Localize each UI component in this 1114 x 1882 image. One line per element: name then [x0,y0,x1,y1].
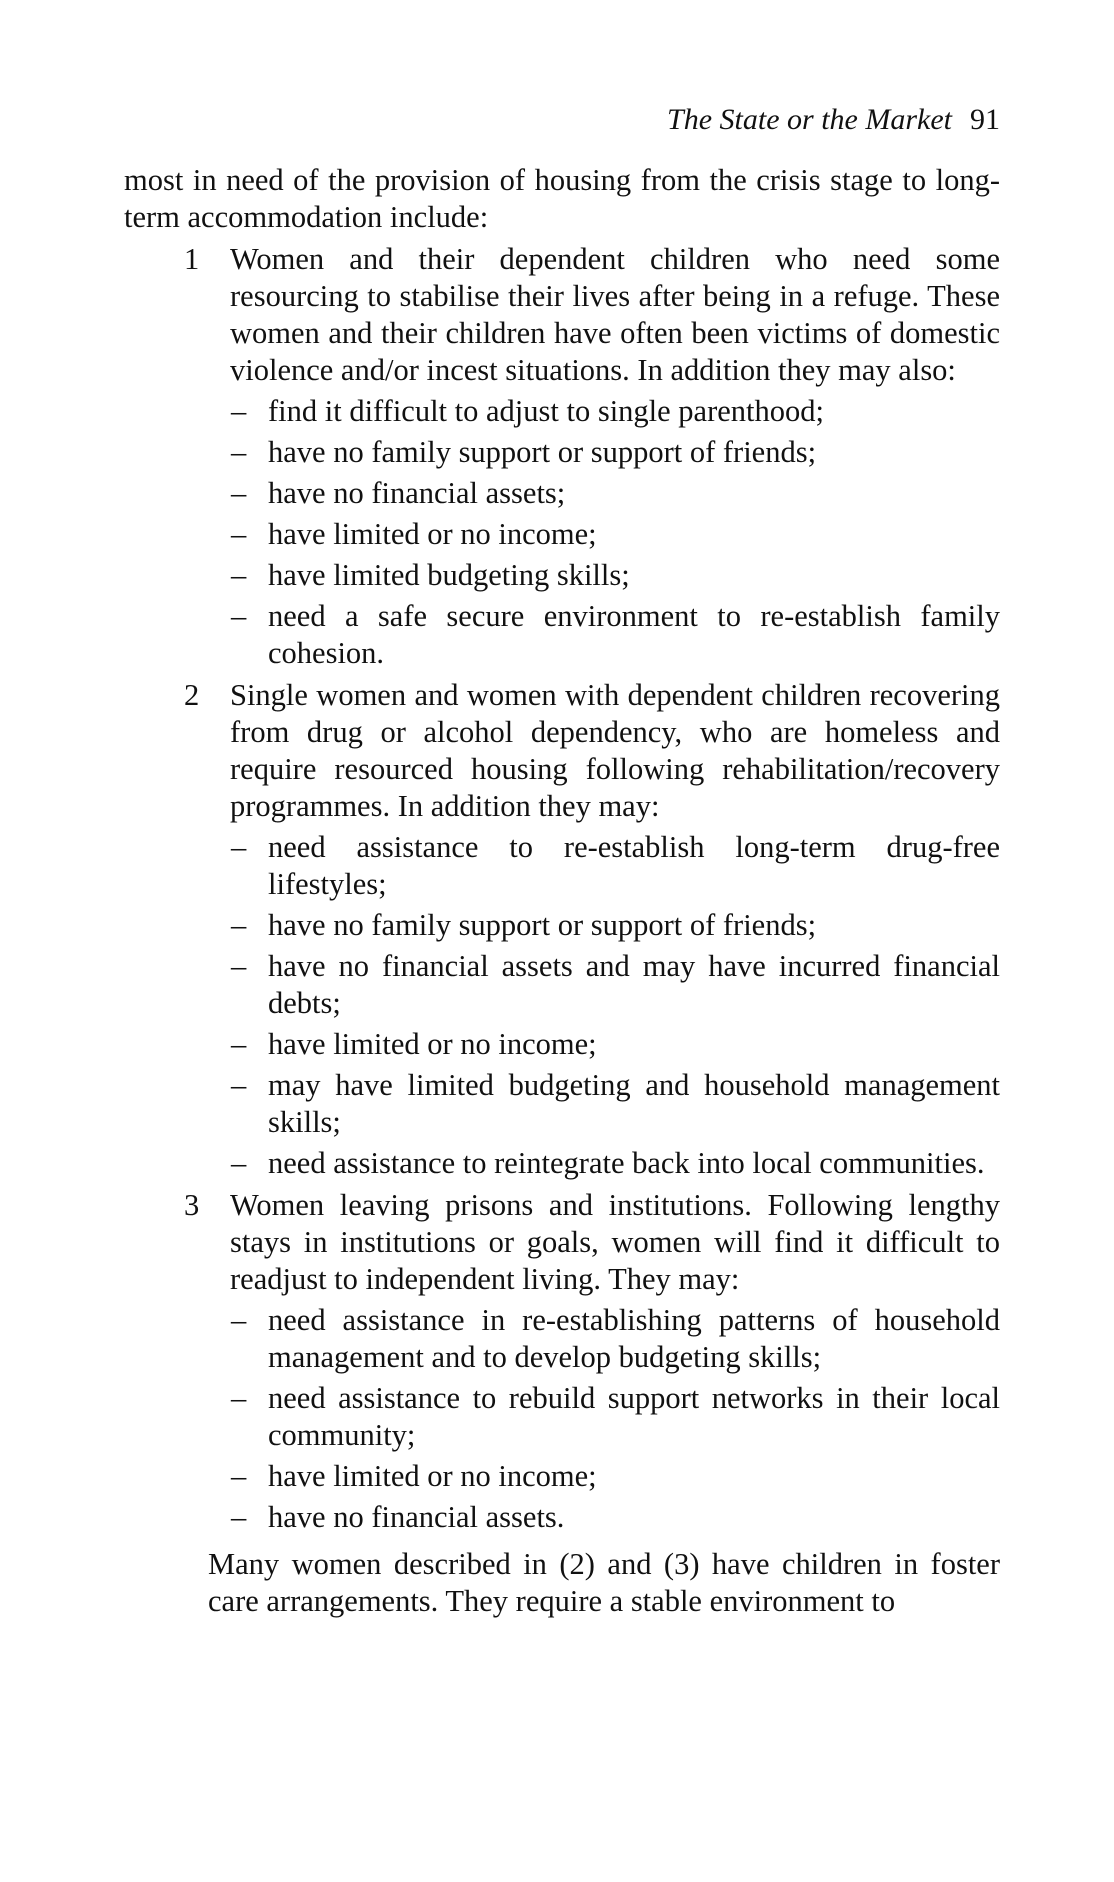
dash-marker: – [231,908,247,942]
item-number: 1 [184,242,200,276]
list-item-text: have limited or no income; [268,1027,597,1061]
list-item-text: need assistance to re-establish long-term drug-free lifestyles; [268,830,1000,901]
list-item-text: have limited or no income; [268,1459,597,1493]
dash-marker: – [231,830,247,864]
list-item [231,1302,1000,1376]
list-item [231,907,1000,944]
closing-paragraph: Many women described in (2) and (3) have children in foster care arrangements. They require a stable environment to [208,1547,1000,1618]
body-text [124,162,1000,1620]
numbered-item [184,1187,1000,1536]
dash-marker: – [231,1027,247,1061]
list-item-text: need assistance in re-establishing patterns of household management and to develop budgeting skills; [268,1303,1000,1374]
intro-paragraph: most in need of the provision of housing from the crisis stage to long-term accommodation include: [124,163,1000,234]
dash-marker: – [231,1146,247,1180]
dash-marker: – [231,599,247,633]
dash-marker: – [231,435,247,469]
list-item [231,1458,1000,1495]
list-item [231,434,1000,471]
list-item [231,393,1000,430]
dash-marker: – [231,1459,247,1493]
list-item-text: need assistance to rebuild support networks in their local community; [268,1381,1000,1452]
item-text: Single women and women with dependent children recovering from drug or alcohol dependency, who are homeless and require resourced housing following rehabilitation/recovery programmes. In addition they may: [230,678,1000,823]
list-item [231,557,1000,594]
list-item [231,1145,1000,1182]
sub-list [230,393,1000,672]
list-item-text: have no financial assets. [268,1500,565,1534]
dash-marker: – [231,558,247,592]
numbered-item [184,241,1000,672]
dash-marker: – [231,1500,247,1534]
page-number: 91 [970,103,1000,136]
item-text: Women leaving prisons and institutions. Following lengthy stays in institutions or goals, women will find it difficult to readjust to independent living. They may: [230,1188,1000,1296]
list-item-text: have no family support or support of friends; [268,435,817,469]
list-item-text: have no financial assets; [268,476,566,510]
sub-list [230,829,1000,1182]
list-item [231,516,1000,553]
list-item [231,1380,1000,1454]
list-item-text: have no family support or support of friends; [268,908,817,942]
dash-marker: – [231,476,247,510]
dash-marker: – [231,1381,247,1415]
list-item-text: have limited or no income; [268,517,597,551]
item-text: Women and their dependent children who need some resourcing to stabilise their lives after being in a refuge. These women and their children have often been victims of domestic violence and/or incest situations. In addition they may also: [230,242,1000,387]
list-item [231,829,1000,903]
dash-marker: – [231,1068,247,1102]
dash-marker: – [231,1303,247,1337]
list-item-text: have no financial assets and may have incurred financial debts; [268,949,1000,1020]
dash-marker: – [231,949,247,983]
list-item-text: need assistance to reintegrate back into local communities. [268,1146,985,1180]
list-item-text: need a safe secure environment to re-establish family cohesion. [268,599,1000,670]
item-number: 3 [184,1188,200,1222]
dash-marker: – [231,394,247,428]
dash-marker: – [231,517,247,551]
list-item [231,1499,1000,1536]
list-item [231,1067,1000,1141]
running-header [667,102,1000,138]
running-title: The State or the Market [667,103,952,136]
list-item-text: may have limited budgeting and household management skills; [268,1068,1000,1139]
list-item [231,948,1000,1022]
list-item [231,1026,1000,1063]
list-item-text: have limited budgeting skills; [268,558,630,592]
sub-list [230,1302,1000,1536]
list-item-text: find it difficult to adjust to single parenthood; [268,394,824,428]
item-number: 2 [184,678,200,712]
list-item [231,475,1000,512]
numbered-item [184,677,1000,1182]
list-item [231,598,1000,672]
